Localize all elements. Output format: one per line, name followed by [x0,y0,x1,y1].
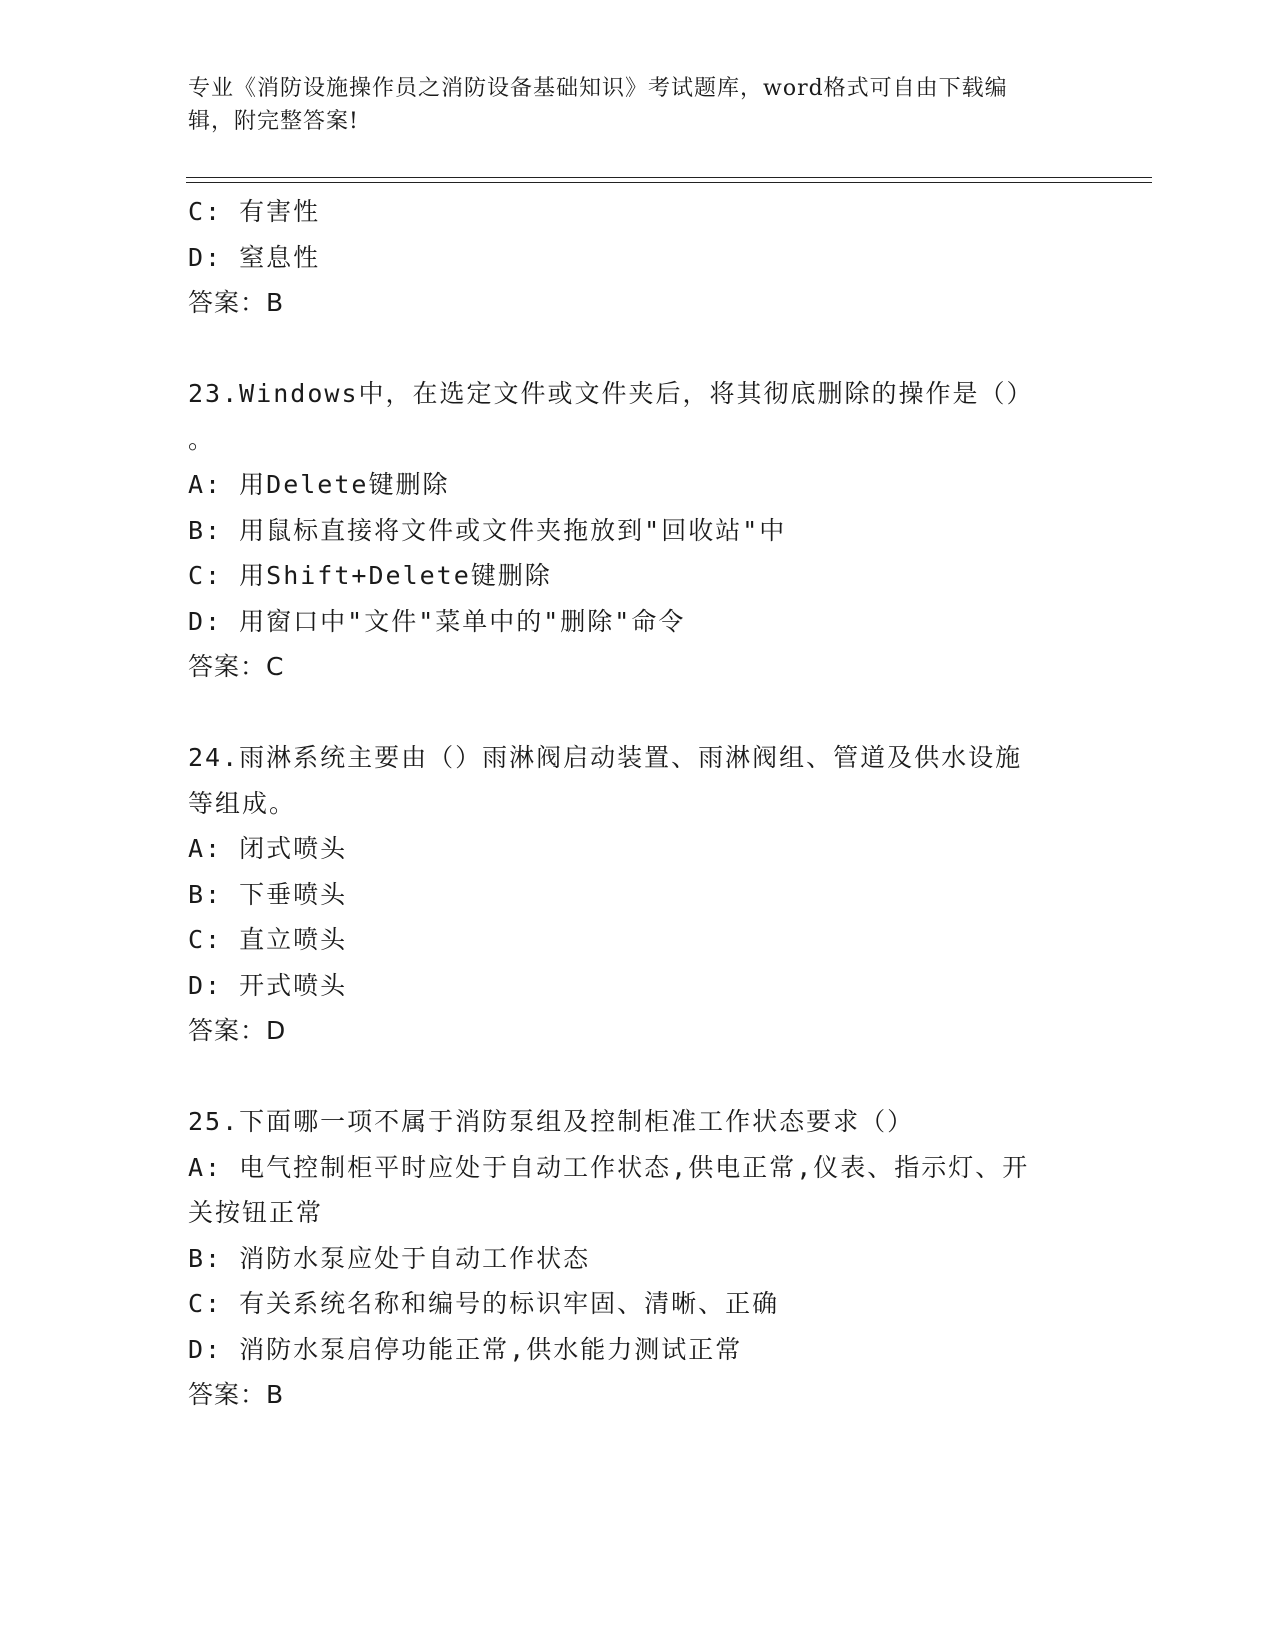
option-c: C: 有关系统名称和编号的标识牢固、清晰、正确 [188,1289,780,1318]
option-d: D: 开式喷头 [188,970,348,1000]
option-a: A: 电气控制柜平时应处于自动工作状态,供电正常,仪表、指示灯、开 关按钮正常 [188,1152,1030,1227]
answer-line: 答案：D [188,1016,287,1045]
question-stem: 25.下面哪一项不属于消防泵组及控制柜准工作状态要求（） [188,1107,915,1136]
question-stem: 23.Windows中，在选定文件或文件夹后，将其彻底删除的操作是（） [188,379,1034,408]
question-stem-continued: 。 [188,424,216,454]
option-c: C: 直立喷头 [188,925,348,954]
question-stem: 24.雨淋系统主要由（）雨淋阀启动装置、雨淋阀组、管道及供水设施 [188,743,1023,772]
option-b: B: 用鼠标直接将文件或文件夹拖放到"回收站"中 [188,515,787,545]
answer-line: 答案：B [188,288,285,317]
option-b: B: 消防水泵应处于自动工作状态 [188,1243,591,1273]
answer-line: 答案：C [188,652,285,681]
option-a: A: 用Delete键删除 [188,470,450,499]
question-25 [188,1099,1078,1418]
answer-line: 答案：B [188,1380,285,1409]
option-d: D: 窒息性 [188,242,321,272]
question-content [188,189,1078,1418]
header-line-1: 专业《消防设施操作员之消防设备基础知识》考试题库，word格式可自由下载编 [188,76,1008,101]
option-b: B: 下垂喷头 [188,879,348,909]
question-22-tail [188,189,1078,326]
header-rule-bottom [186,182,1152,183]
option-c: C: 用Shift+Delete键删除 [188,561,552,590]
header-rule-top [186,177,1152,178]
question-23 [188,371,1078,690]
option-d: D: 消防水泵启停功能正常,供水能力测试正常 [188,1334,743,1364]
option-d: D: 用窗口中"文件"菜单中的"删除"命令 [188,606,686,636]
option-c: C: 有害性 [188,197,321,226]
option-a: A: 闭式喷头 [188,834,348,863]
question-24 [188,735,1078,1054]
page-header [188,72,1068,138]
question-stem-continued: 等组成。 [188,788,297,818]
header-line-2: 辑，附完整答案! [188,109,359,134]
